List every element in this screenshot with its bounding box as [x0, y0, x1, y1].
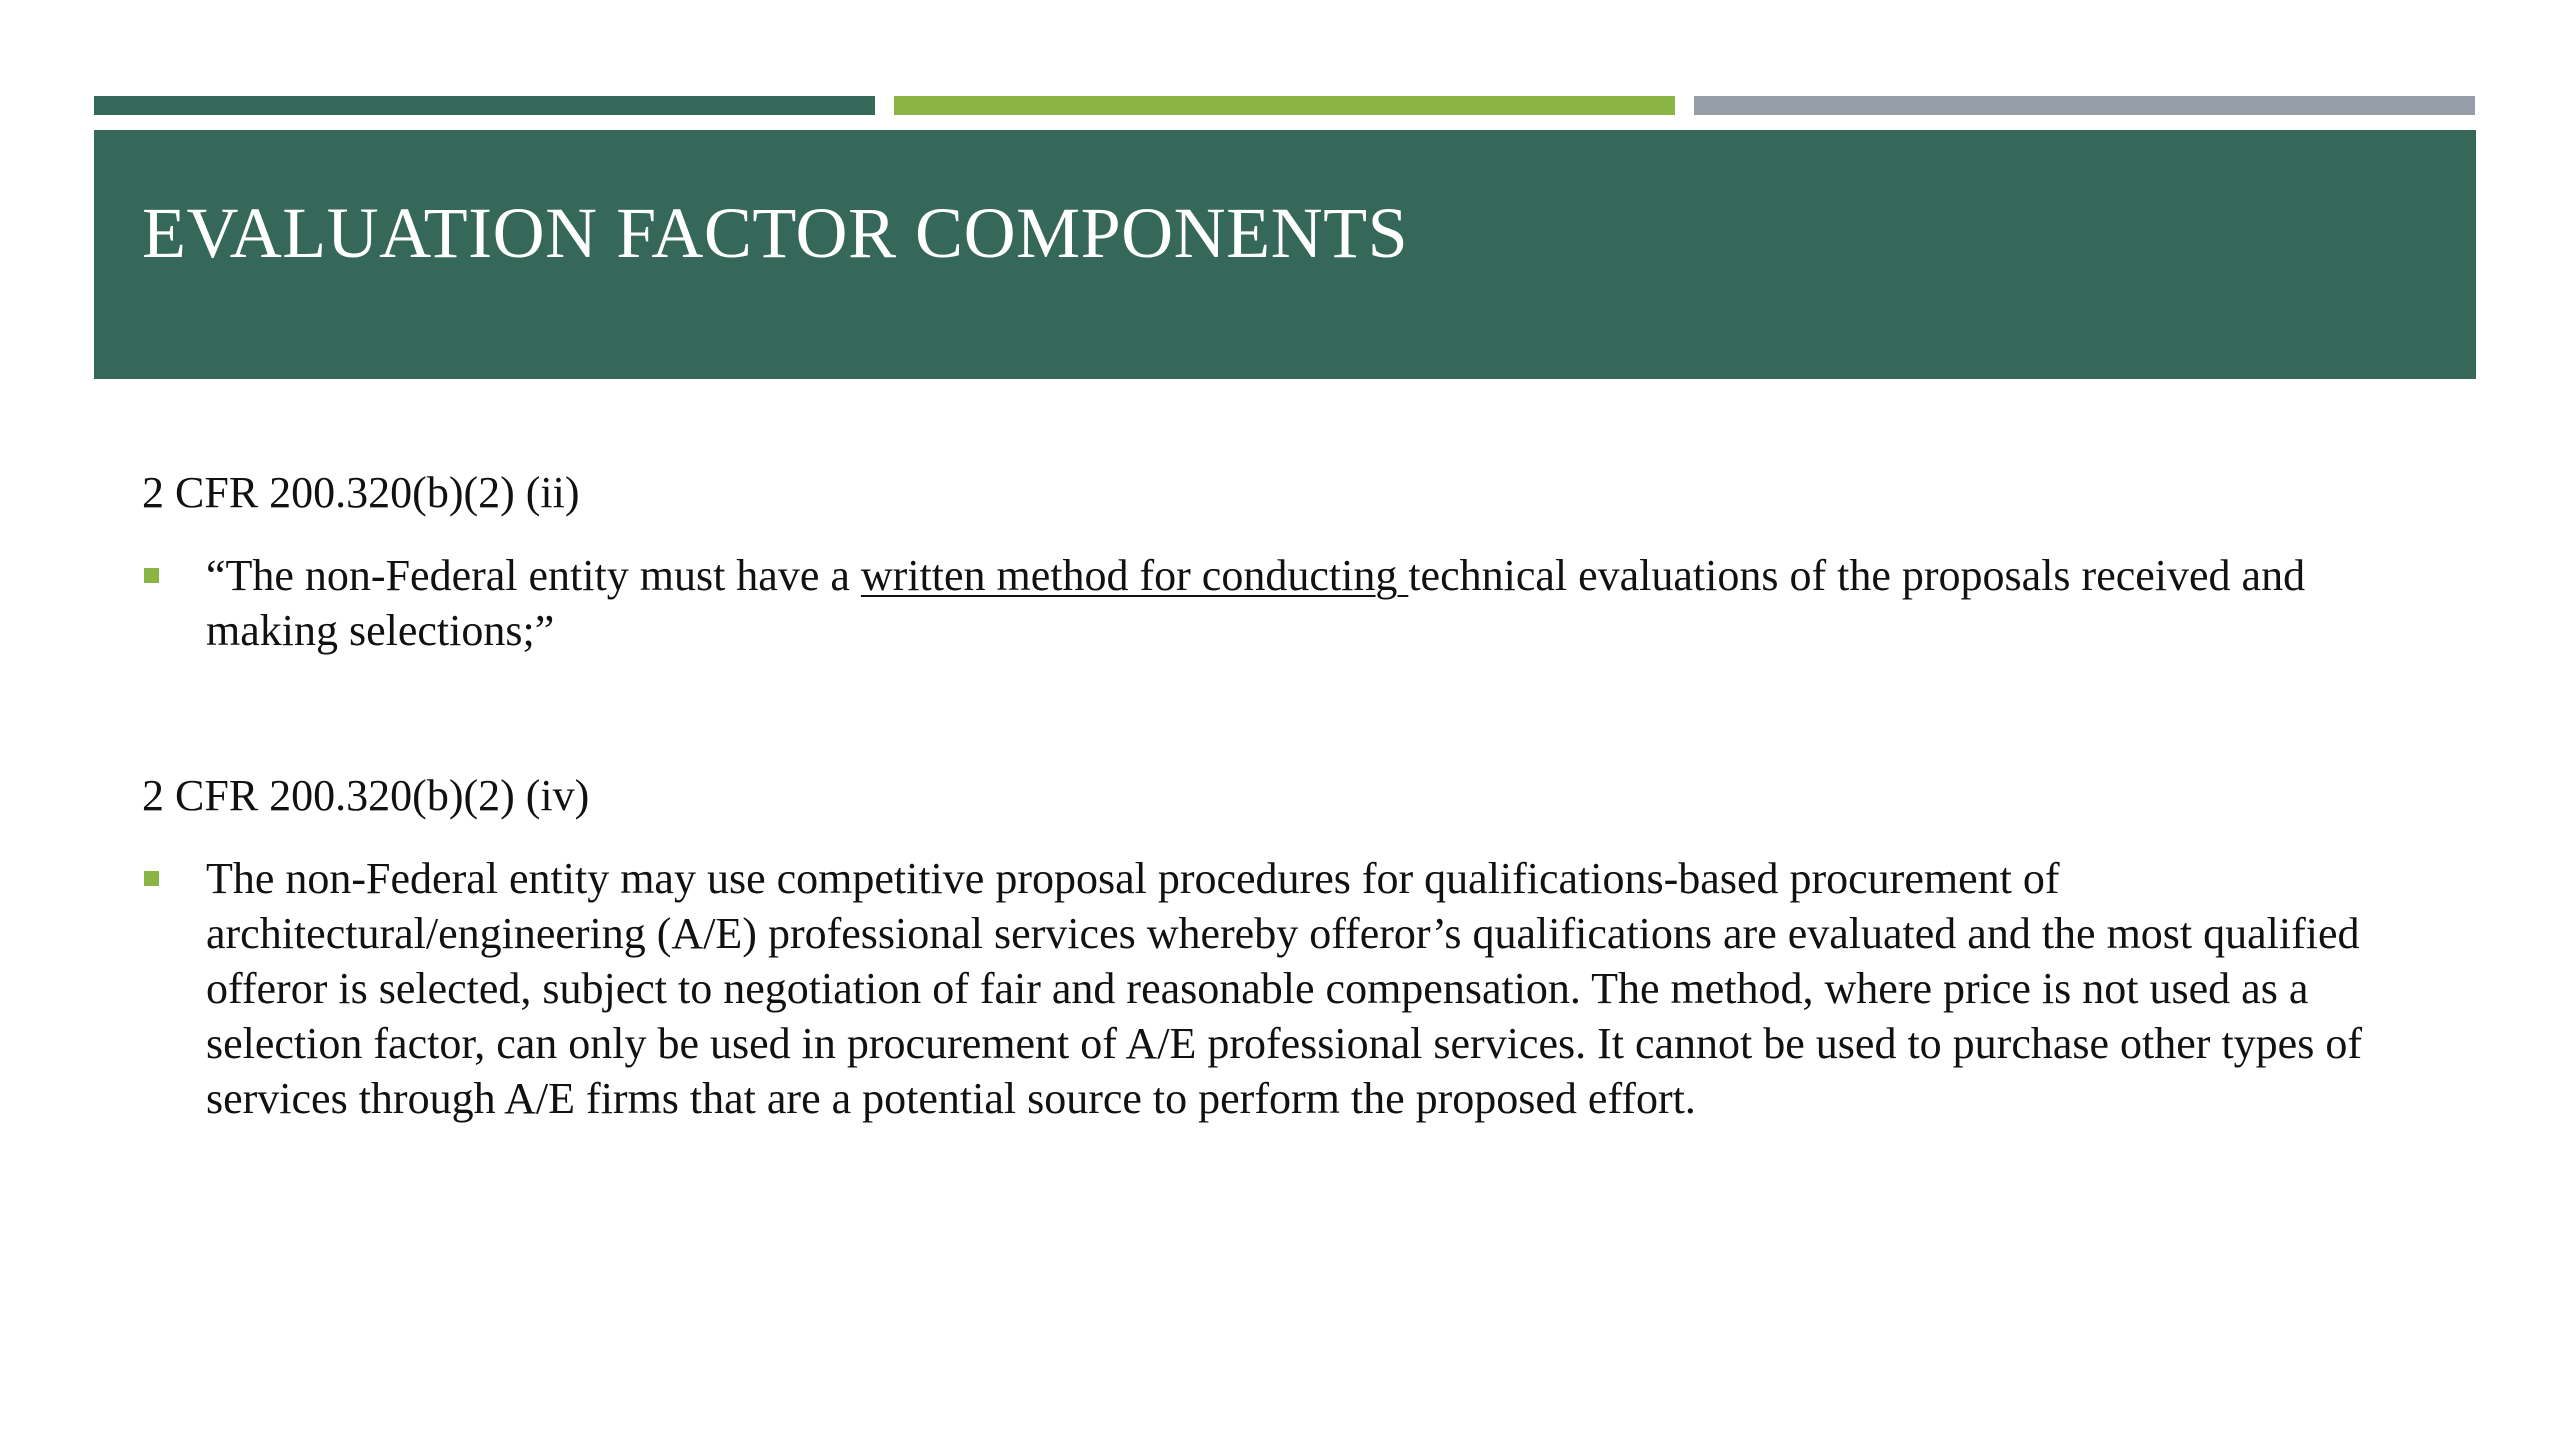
- list-item: [142, 548, 2402, 658]
- bullet-text-start: “The non-Federal entity must have a: [206, 551, 861, 600]
- bullet-text: The non-Federal entity may use competitive proposal procedures for qualifications-based procurement of architectural/engineering (A/E) professional services whereby offeror’s qualifications are evaluated and the most qualified offeror is selected, subject to negotiation of fair and reasonable compensation. The method, where price is not used as a selection factor, can only be used in procurement of A/E professional services. It cannot be used to purchase other types of services through A/E firms that are a potential source to perform the proposed effort.: [206, 854, 2362, 1123]
- bullet-text-end: technical evaluations of the proposals received and making selections;”: [206, 551, 2306, 655]
- accent-bar-dark-green: [94, 96, 875, 115]
- bullet-list-iv: [142, 851, 2402, 1126]
- section-heading-ii: 2 CFR 200.320(b)(2) (ii): [142, 468, 580, 517]
- slide-title: EVALUATION FACTOR COMPONENTS: [142, 193, 1409, 273]
- section-heading-iv: 2 CFR 200.320(b)(2) (iv): [142, 771, 590, 820]
- accent-bar-gray: [1694, 96, 2475, 115]
- list-item: [142, 851, 2402, 1126]
- accent-bar-light-green: [894, 96, 1675, 115]
- square-bullet-icon: [144, 568, 159, 583]
- title-banner: [94, 130, 2476, 379]
- slide-body: [142, 465, 2402, 1126]
- bullet-list-ii: [142, 548, 2402, 658]
- underlined-phrase: written method for conducting: [860, 551, 1409, 600]
- square-bullet-icon: [144, 871, 159, 886]
